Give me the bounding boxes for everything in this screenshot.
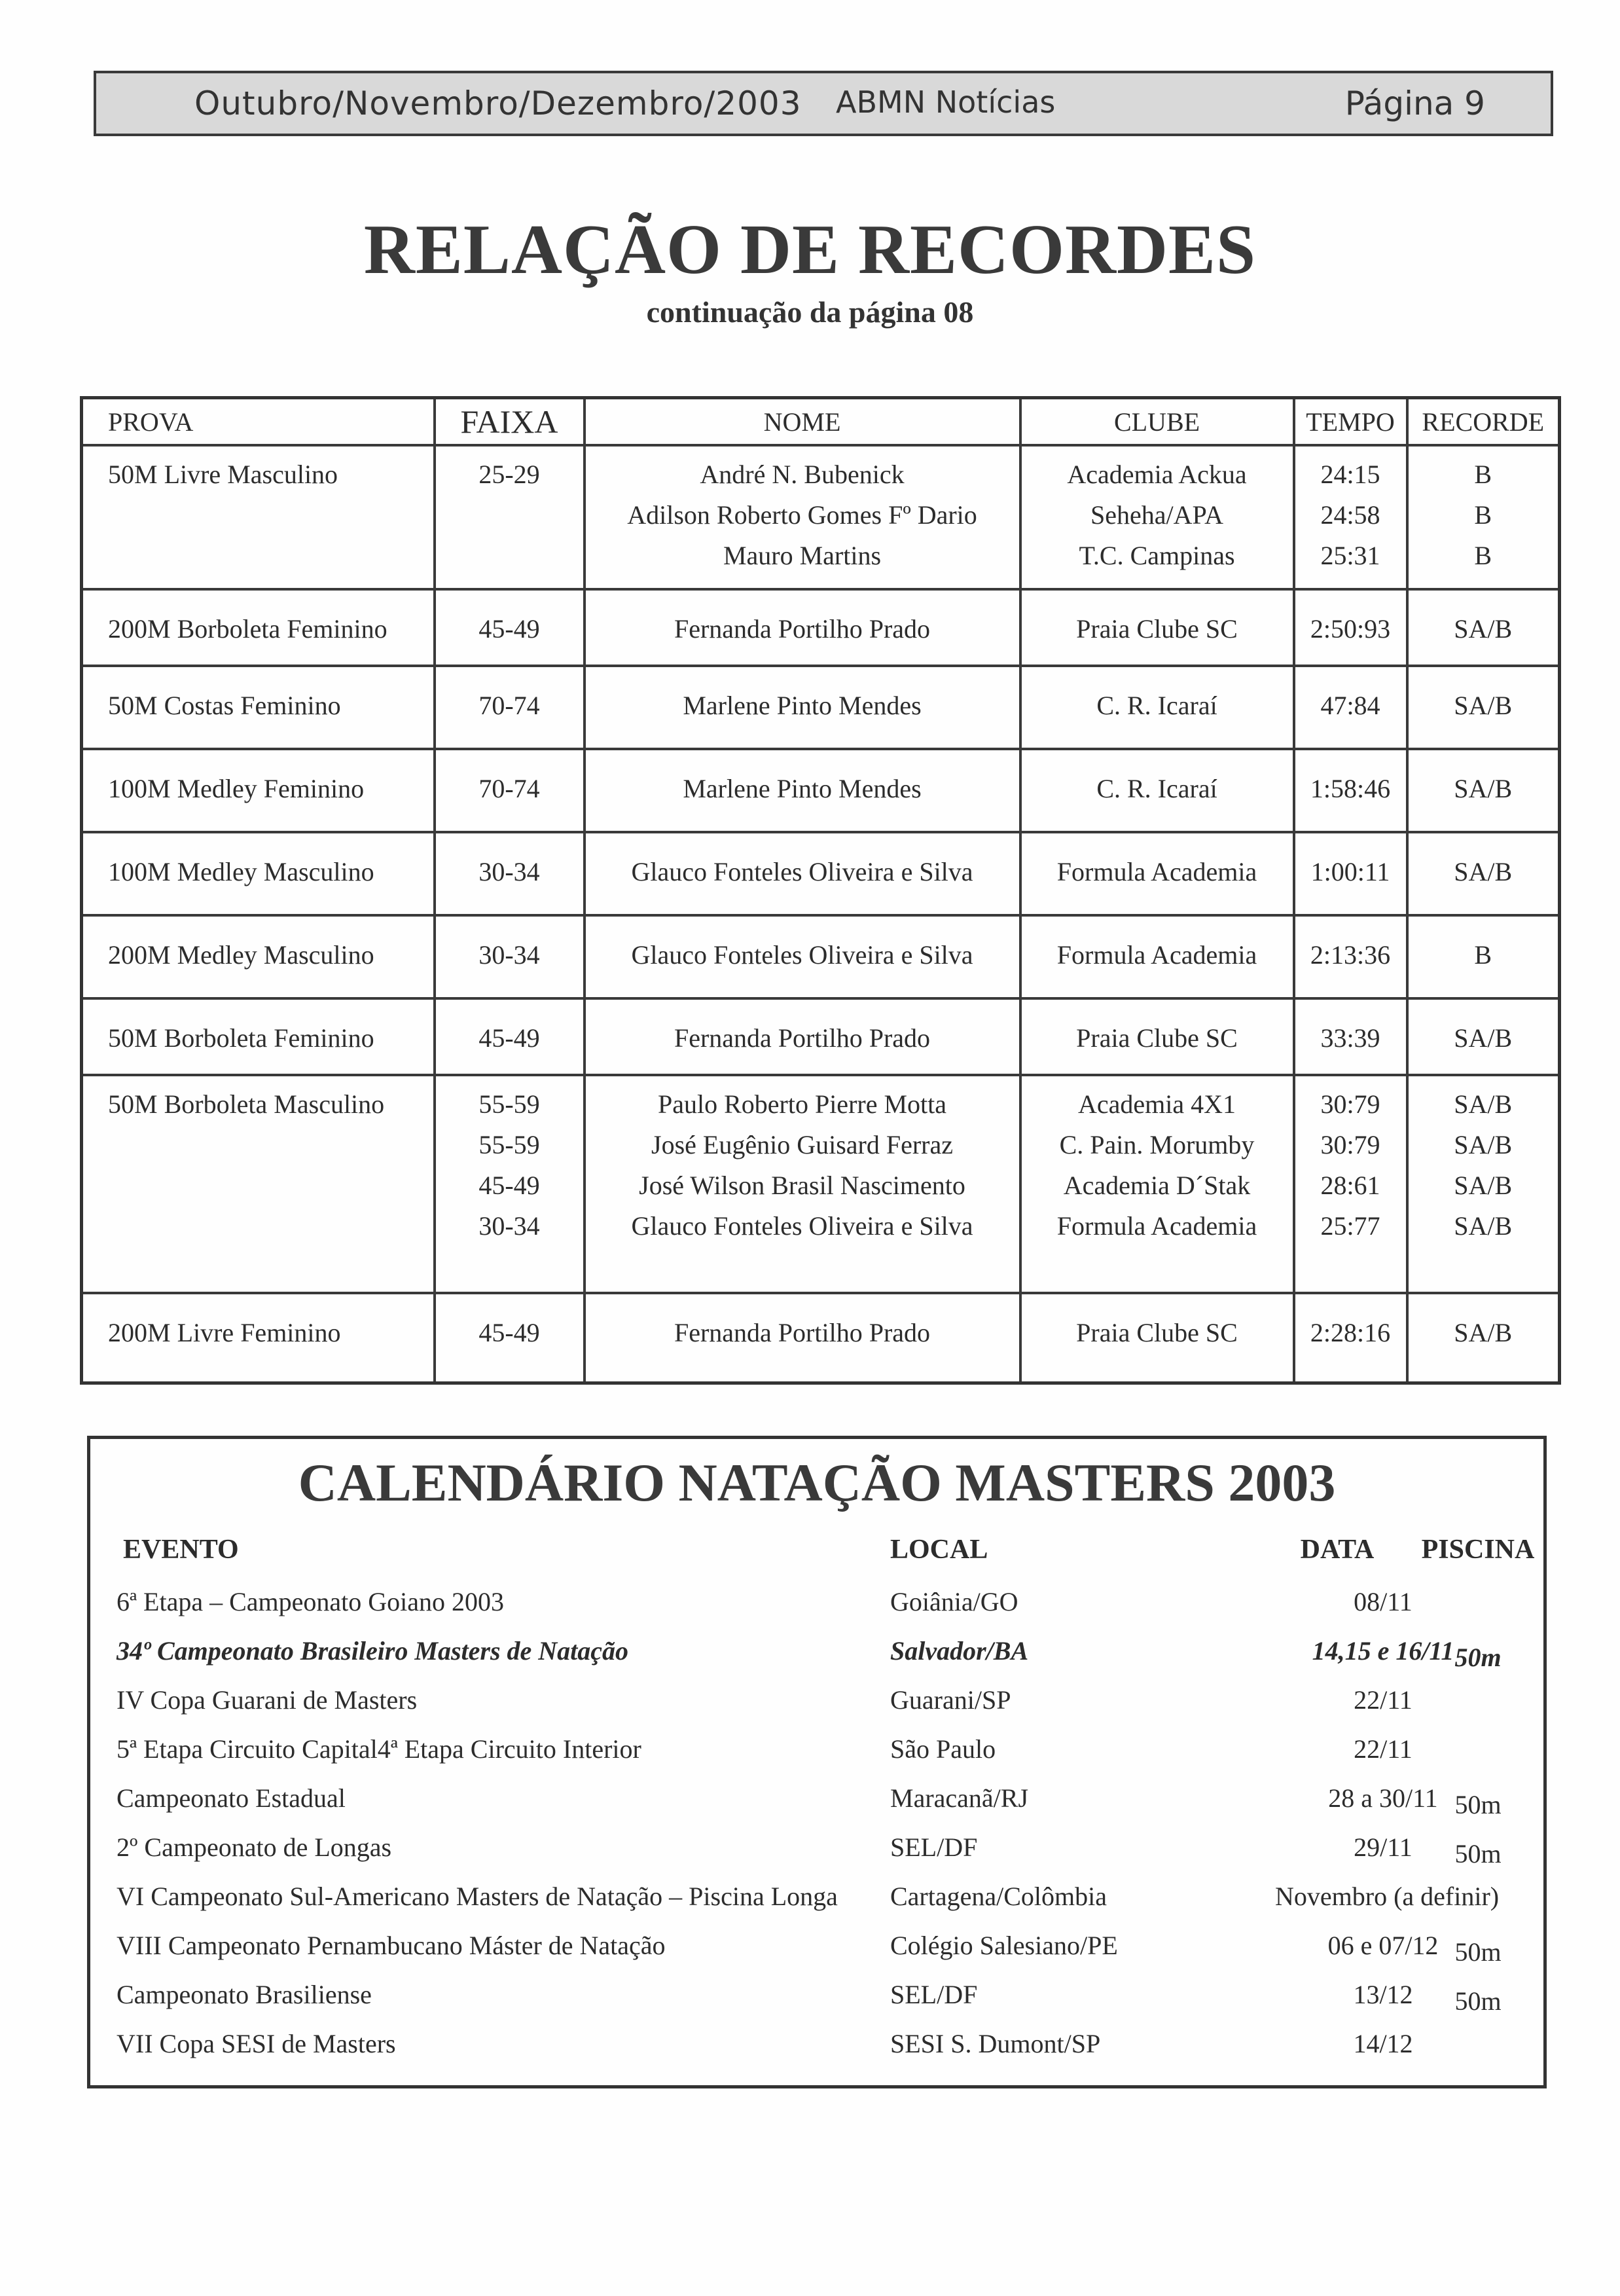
page-title: RELAÇÃO DE RECORDES [363, 211, 1257, 289]
record-tempo-value: 25:77 [1320, 1211, 1380, 1241]
record-row [82, 666, 1560, 749]
record-clube [1020, 589, 1294, 666]
record-tempo-value: 28:61 [1320, 1171, 1380, 1201]
record-nome [585, 832, 1020, 915]
record-recorde-value: SA/B [1454, 1023, 1513, 1053]
record-nome-value: Glauco Fonteles Oliveira e Silva [631, 1211, 973, 1241]
calendar-row [90, 1930, 1543, 1979]
record-nome [585, 998, 1020, 1075]
record-recorde-value: SA/B [1454, 1318, 1513, 1348]
record-row [82, 1075, 1560, 1293]
col-header-clube: CLUBE [1020, 398, 1294, 446]
record-tempo [1294, 445, 1407, 589]
calendar-local: Cartagena/Colômbia [890, 1882, 1107, 1911]
record-row [82, 998, 1560, 1075]
calendar-row [90, 1685, 1543, 1734]
prova-label: 50M Borboleta Masculino [108, 1089, 385, 1120]
record-nome [585, 445, 1020, 589]
record-recorde [1407, 749, 1560, 832]
record-clube [1020, 749, 1294, 832]
calendar-local: Maracanã/RJ [890, 1783, 1029, 1813]
record-clube-value: Formula Academia [1056, 1211, 1257, 1241]
calendar-local: Guarani/SP [890, 1685, 1011, 1715]
record-recorde-value: B [1474, 940, 1492, 970]
record-clube-value: C. R. Icaraí [1096, 774, 1217, 804]
record-nome-value: Fernanda Portilho Prado [674, 1023, 931, 1053]
record-tempo [1294, 749, 1407, 832]
calendar-data: 06 e 07/12 [1327, 1931, 1439, 1960]
calendar-data: Novembro (a definir) [1275, 1882, 1500, 1911]
record-faixa [435, 1293, 585, 1383]
record-clube [1020, 1075, 1294, 1293]
record-clube [1020, 832, 1294, 915]
record-prova [82, 749, 435, 832]
record-prova [82, 666, 435, 749]
record-recorde [1407, 666, 1560, 749]
record-tempo-value: 25:31 [1320, 541, 1380, 570]
record-clube-value: Praia Clube SC [1076, 614, 1238, 644]
publication-name: ABMN Notícias [836, 84, 1056, 120]
record-faixa [435, 1075, 585, 1293]
calendar-title: CALENDÁRIO NATAÇÃO MASTERS 2003 [298, 1453, 1336, 1512]
calendar-evento: Campeonato Estadual [117, 1783, 346, 1813]
calendar-row [90, 2028, 1543, 2077]
record-recorde-value: SA/B [1454, 1211, 1513, 1241]
col-header-prova: PROVA [82, 398, 435, 446]
prova-label: 50M Livre Masculino [108, 460, 338, 489]
record-recorde-value: SA/B [1454, 1171, 1513, 1201]
cal-header-local: LOCAL [890, 1535, 988, 1565]
record-nome [585, 666, 1020, 749]
record-prova [82, 1293, 435, 1383]
calendar-data: 29/11 [1354, 1832, 1413, 1862]
record-nome-value: Paulo Roberto Pierre Motta [657, 1089, 947, 1120]
page-number: Página 9 [1344, 84, 1485, 122]
record-tempo-value: 24:15 [1320, 460, 1380, 489]
calendar-data: 22/11 [1354, 1734, 1413, 1764]
record-row [82, 445, 1560, 589]
record-faixa [435, 749, 585, 832]
record-clube-value: Praia Clube SC [1076, 1318, 1238, 1348]
prova-label: 100M Medley Feminino [108, 774, 365, 804]
record-faixa [435, 589, 585, 666]
record-prova [82, 445, 435, 589]
calendar-piscina: 50m [1454, 1937, 1502, 1967]
record-tempo-value: 30:79 [1320, 1089, 1380, 1120]
calendar-local: São Paulo [890, 1734, 996, 1764]
issue-date: Outubro/Novembro/Dezembro/2003 [194, 84, 802, 122]
prova-label: 100M Medley Masculino [108, 857, 374, 887]
record-recorde-value: SA/B [1454, 857, 1513, 887]
record-nome-value: Glauco Fonteles Oliveira e Silva [631, 940, 973, 970]
calendar-piscina: 50m [1454, 1839, 1502, 1868]
cal-header-data: DATA [1300, 1535, 1375, 1565]
record-faixa-value: 45-49 [478, 1171, 540, 1201]
record-nome-value: Mauro Martins [723, 541, 882, 570]
cal-header-piscina: PISCINA [1421, 1535, 1535, 1565]
calendar-piscina: 50m [1454, 1643, 1502, 1672]
record-nome [585, 1293, 1020, 1383]
record-faixa-value: 25-29 [478, 460, 540, 489]
record-tempo [1294, 998, 1407, 1075]
record-faixa-value: 30-34 [478, 940, 540, 970]
record-recorde-value: SA/B [1454, 774, 1513, 804]
record-nome [585, 1075, 1020, 1293]
record-clube-value: Academia D´Stak [1063, 1171, 1251, 1201]
calendar-piscina: 50m [1454, 1986, 1502, 2016]
record-faixa [435, 666, 585, 749]
record-faixa-value: 70-74 [478, 691, 540, 721]
record-faixa-value: 55-59 [478, 1130, 540, 1160]
record-tempo [1294, 1075, 1407, 1293]
records-table [80, 396, 1561, 1385]
calendar-local: SEL/DF [890, 1980, 978, 2009]
calendar-row [90, 1734, 1543, 1783]
record-prova [82, 1075, 435, 1293]
record-tempo [1294, 666, 1407, 749]
record-faixa-value: 45-49 [478, 1023, 540, 1053]
calendar-row [90, 1832, 1543, 1881]
calendar-piscina: 50m [1454, 1790, 1502, 1819]
calendar-evento: VI Campeonato Sul-Americano Masters de Natação – Piscina Longa [117, 1882, 838, 1911]
record-nome [585, 589, 1020, 666]
record-tempo-value: 2:28:16 [1310, 1318, 1391, 1348]
record-clube-value: Formula Academia [1056, 940, 1257, 970]
record-tempo-value: 2:13:36 [1310, 940, 1391, 970]
record-clube-value: Academia Ackua [1067, 460, 1247, 489]
calendar-data: 28 a 30/11 [1328, 1783, 1438, 1813]
record-recorde [1407, 589, 1560, 666]
page-header [94, 71, 1553, 136]
record-nome-value: Glauco Fonteles Oliveira e Silva [631, 857, 973, 887]
record-clube-value: C. R. Icaraí [1096, 691, 1217, 721]
calendar-evento: 34º Campeonato Brasileiro Masters de Natação [117, 1636, 629, 1666]
calendar-local: Colégio Salesiano/PE [890, 1931, 1118, 1960]
prova-label: 50M Costas Feminino [108, 691, 341, 721]
record-faixa-value: 45-49 [478, 614, 540, 644]
record-nome-value: Fernanda Portilho Prado [674, 1318, 931, 1348]
prova-label: 200M Livre Feminino [108, 1318, 341, 1348]
calendar-row [90, 1586, 1543, 1635]
record-faixa-value: 70-74 [478, 774, 540, 804]
record-recorde [1407, 1293, 1560, 1383]
record-tempo-value: 2:50:93 [1310, 614, 1391, 644]
record-row [82, 832, 1560, 915]
record-tempo-value: 1:58:46 [1310, 774, 1391, 804]
record-nome-value: André N. Bubenick [700, 460, 905, 489]
record-clube-value: C. Pain. Morumby [1059, 1130, 1255, 1160]
col-header-tempo: TEMPO [1294, 398, 1407, 446]
record-prova [82, 832, 435, 915]
record-faixa [435, 445, 585, 589]
record-nome [585, 915, 1020, 998]
record-tempo-value: 24:58 [1320, 500, 1380, 530]
record-prova [82, 915, 435, 998]
calendar-local: Goiânia/GO [890, 1587, 1018, 1616]
record-recorde-value: SA/B [1454, 691, 1513, 721]
calendar-box [87, 1436, 1547, 2088]
record-tempo [1294, 1293, 1407, 1383]
record-nome-value: José Eugênio Guisard Ferraz [651, 1130, 953, 1160]
record-clube [1020, 915, 1294, 998]
record-clube-value: Formula Academia [1056, 857, 1257, 887]
record-clube-value: Seheha/APA [1090, 500, 1223, 530]
record-tempo [1294, 589, 1407, 666]
record-faixa-value [436, 495, 583, 536]
record-row [82, 1293, 1560, 1383]
calendar-evento: VIII Campeonato Pernambucano Máster de Natação [117, 1931, 666, 1960]
record-prova [82, 998, 435, 1075]
record-clube [1020, 666, 1294, 749]
record-clube [1020, 998, 1294, 1075]
record-row [82, 589, 1560, 666]
calendar-evento: 5ª Etapa Circuito Capital4ª Etapa Circuito Interior [117, 1734, 641, 1764]
record-recorde [1407, 998, 1560, 1075]
calendar-evento: 6ª Etapa – Campeonato Goiano 2003 [117, 1587, 505, 1616]
prova-label: 200M Borboleta Feminino [108, 614, 387, 644]
col-header-recorde: RECORDE [1407, 398, 1560, 446]
record-recorde-value: B [1474, 460, 1492, 489]
record-recorde-value: SA/B [1454, 1130, 1513, 1160]
record-nome-value: Marlene Pinto Mendes [683, 691, 922, 721]
record-recorde [1407, 445, 1560, 589]
record-clube-value: T.C. Campinas [1079, 541, 1235, 570]
calendar-row [90, 1635, 1543, 1685]
record-faixa [435, 915, 585, 998]
record-faixa-value: 45-49 [478, 1318, 540, 1348]
record-faixa-value: 30-34 [478, 1211, 540, 1241]
record-clube-value: Academia 4X1 [1077, 1089, 1236, 1120]
calendar-data: 22/11 [1354, 1685, 1413, 1715]
record-tempo [1294, 915, 1407, 998]
record-tempo [1294, 832, 1407, 915]
records-header-row [82, 398, 1560, 446]
record-recorde-value: B [1474, 500, 1492, 530]
record-recorde-value: B [1474, 541, 1492, 570]
cal-header-evento: EVENTO [123, 1535, 239, 1565]
calendar-evento: Campeonato Brasiliense [117, 1980, 372, 2009]
record-recorde-value: SA/B [1454, 614, 1513, 644]
record-row [82, 749, 1560, 832]
record-tempo-value: 33:39 [1320, 1023, 1380, 1053]
calendar-row [90, 1783, 1543, 1832]
calendar-data: 08/11 [1354, 1587, 1413, 1616]
col-header-nome: NOME [585, 398, 1020, 446]
record-nome-value: Adilson Roberto Gomes Fº Dario [627, 500, 977, 530]
record-nome-value: Marlene Pinto Mendes [683, 774, 922, 804]
calendar-local: SEL/DF [890, 1832, 978, 1862]
record-prova [82, 589, 435, 666]
record-clube-value: Praia Clube SC [1076, 1023, 1238, 1053]
record-faixa-value: 30-34 [478, 857, 540, 887]
calendar-row [90, 1881, 1543, 1930]
record-clube [1020, 445, 1294, 589]
record-faixa-value [436, 536, 583, 576]
calendar-evento: VII Copa SESI de Masters [117, 2029, 396, 2058]
record-clube [1020, 1293, 1294, 1383]
calendar-data: 14/12 [1353, 2029, 1413, 2058]
calendar-row [90, 1979, 1543, 2028]
prova-label: 50M Borboleta Feminino [108, 1023, 374, 1053]
page-subtitle: continuação da página 08 [646, 295, 974, 329]
record-recorde [1407, 832, 1560, 915]
calendar-evento: 2º Campeonato de Longas [117, 1832, 392, 1862]
calendar-data: 13/12 [1353, 1980, 1413, 2009]
record-tempo-value: 47:84 [1320, 691, 1380, 721]
record-nome-value: José Wilson Brasil Nascimento [639, 1171, 965, 1201]
calendar-local: Salvador/BA [890, 1636, 1029, 1666]
calendar-local: SESI S. Dumont/SP [890, 2029, 1101, 2058]
record-nome-value: Fernanda Portilho Prado [674, 614, 931, 644]
record-faixa [435, 998, 585, 1075]
col-header-faixa: FAIXA [435, 398, 585, 446]
record-recorde [1407, 1075, 1560, 1293]
record-tempo-value: 30:79 [1320, 1130, 1380, 1160]
record-faixa [435, 832, 585, 915]
calendar-evento: IV Copa Guarani de Masters [117, 1685, 418, 1715]
record-recorde [1407, 915, 1560, 998]
record-nome [585, 749, 1020, 832]
record-row [82, 915, 1560, 998]
record-recorde-value: SA/B [1454, 1089, 1513, 1120]
record-tempo-value: 1:00:11 [1310, 857, 1390, 887]
calendar-data: 14,15 e 16/11 [1312, 1636, 1454, 1666]
record-faixa-value: 55-59 [478, 1089, 540, 1120]
prova-label: 200M Medley Masculino [108, 940, 374, 970]
